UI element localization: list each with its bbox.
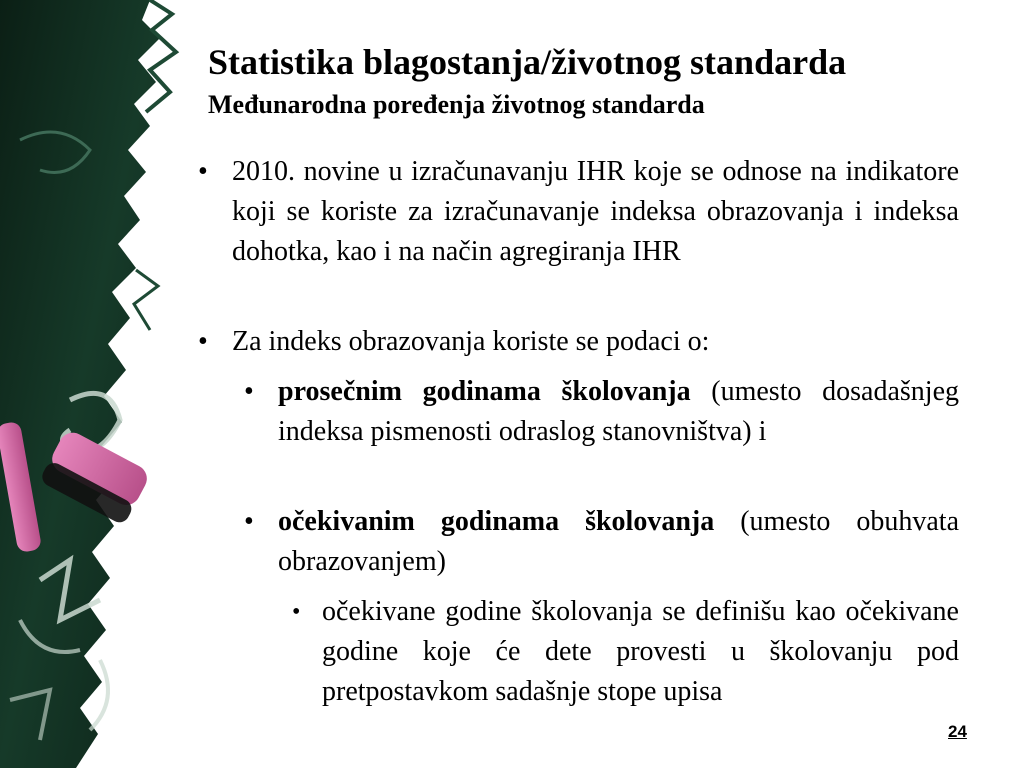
bullet-text: (umesto dosadašnjeg indeksa pismenosti odraslog stanovništva) i (278, 376, 959, 447)
sub-bullet-item (244, 502, 959, 582)
bullet-item (198, 322, 959, 362)
bullet-bold-text: prosečnim godinama školovanja (278, 376, 691, 407)
bullet-text: 2010. novine u izračunavanju IHR koje se odnose na indikatore koji se koriste za izračunavanje indeksa obrazovanja i indeksa dohotka, kao i na način agregiranja IHR (232, 156, 959, 267)
bullet-marker: • (244, 506, 254, 537)
page-number: 24 (948, 722, 967, 741)
sub-bullet-item (244, 372, 959, 452)
bullet-marker: • (292, 599, 301, 625)
sub-sub-bullet-item (292, 592, 959, 712)
bullet-marker: • (198, 156, 208, 187)
bullet-text: očekivane godine školovanja se definišu kao očekivane godine koje će dete provesti u školovanju pod pretpostavkom sadašnje stope upisa (322, 596, 959, 707)
slide-subtitle: Međunarodna poređenja životnog standarda (208, 90, 705, 119)
bullet-text: Za indeks obrazovanja koriste se podaci o: (232, 326, 710, 357)
bullet-bold-text: očekivanim godinama školovanja (278, 506, 715, 537)
bullet-marker: • (198, 326, 208, 357)
bullet-item (198, 152, 959, 272)
bullet-text: (umesto obuhvata obrazovanjem) (278, 506, 959, 577)
bullet-marker: • (244, 376, 254, 407)
slide-title: Statistika blagostanja/životnog standarda (208, 42, 847, 82)
